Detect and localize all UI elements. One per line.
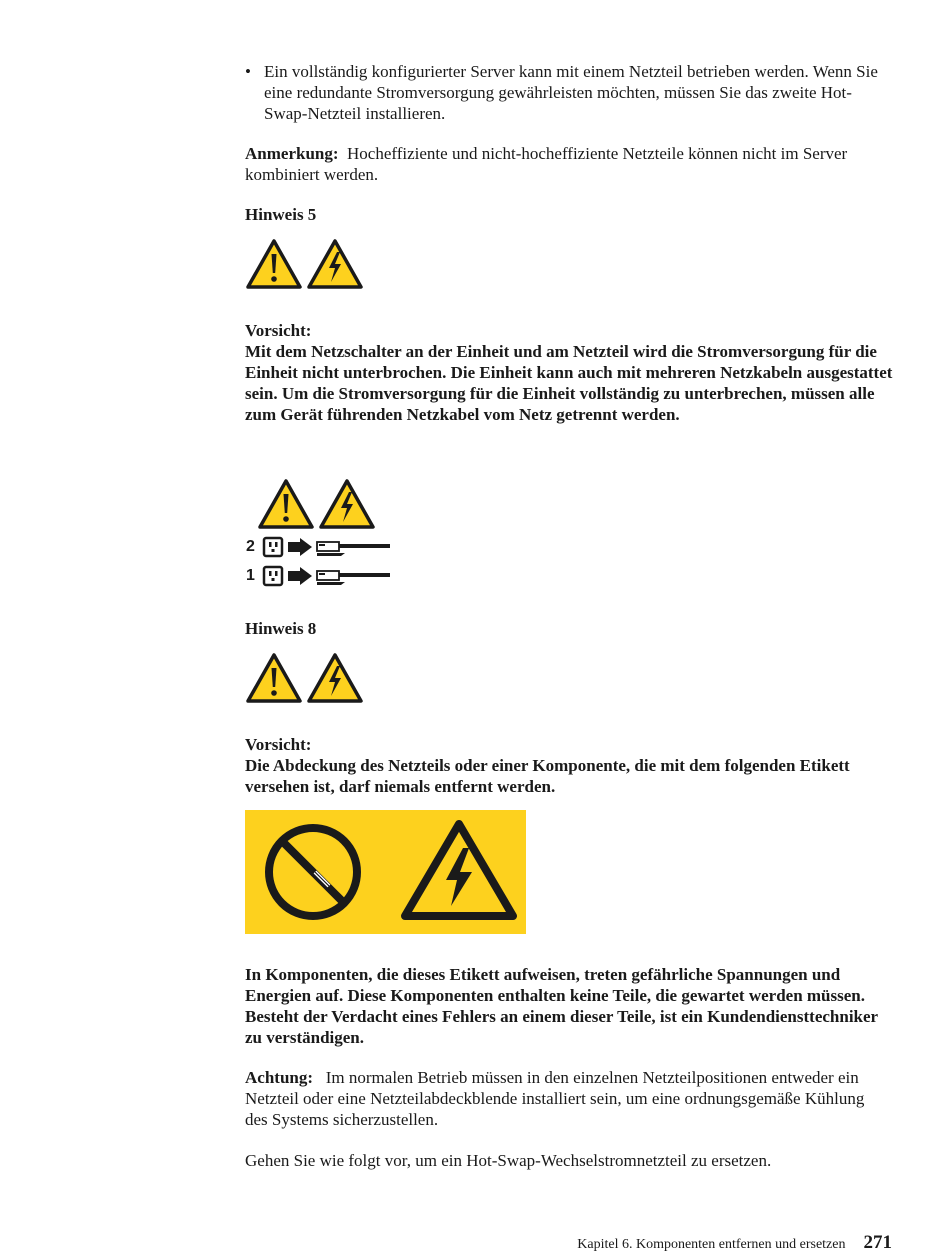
page-footer: [577, 1232, 892, 1254]
attention-text: Im normalen Betrieb müssen in den einzelnen Netzteilpositionen entweder ein Netzteil oder eine Netzteilabdeckblende installiert sein, um eine ordnungsgemäße Kühlung des Systems sicherzustellen.: [245, 1068, 865, 1129]
note-paragraph: [245, 143, 895, 185]
hinweis8-warning-icons: [245, 652, 365, 704]
note-text: Hocheffiziente und nicht-hocheffiziente Netzteile können nicht im Server kombiniert werden.: [245, 144, 848, 184]
hinweis8-caution-label: Vorsicht:: [245, 735, 312, 754]
closing-paragraph: Gehen Sie wie folgt vor, um ein Hot-Swap-Wechselstromnetzteil zu ersetzen.: [245, 1151, 772, 1170]
attention-paragraph: [245, 1067, 885, 1130]
hinweis8-caution-text: Die Abdeckung des Netzteils oder einer Komponente, die mit dem folgenden Etikett versehen ist, darf niemals entfernt werden.: [245, 756, 850, 796]
bullet-item: [245, 61, 890, 124]
high-voltage-icon: [321, 481, 373, 527]
hinweis5-heading: Hinweis 5: [245, 205, 317, 224]
power-cord-diagram: [245, 478, 395, 590]
high-voltage-icon: [309, 655, 361, 701]
exclamation-warning-icon: [248, 655, 300, 701]
high-voltage-icon: [309, 241, 361, 287]
bullet-dot: •: [245, 62, 251, 81]
no-tools-icon: [269, 828, 357, 916]
bullet-text: Ein vollständig konfigurierter Server kann mit einem Netzteil betrieben werden. Wenn Sie eine redundante Stromversorgung gewährleisten möchten, müssen Sie das zweite Hot-Swap-Netzteil installieren.: [264, 62, 878, 123]
hinweis5-warning-icons: [245, 238, 365, 290]
outlet-2-label: 2: [246, 538, 255, 555]
outlet-1-icon: [264, 567, 390, 585]
exclamation-warning-icon: [248, 241, 300, 287]
outlet-2-icon: [264, 538, 390, 556]
hinweis5-caution-text: Mit dem Netzschalter an der Einheit und am Netzteil wird die Stromversorgung für die Einheit nicht unterbrochen. Die Einheit kann auch mit mehreren Netzkabeln ausgestattet sein. Um die Stromversorgung für die Einheit vollständig zu unterbrechen, müssen alle zum Gerät führenden Netzkabel vom Netz getrennt werden.: [245, 342, 893, 424]
exclamation-warning-icon: [260, 481, 312, 527]
high-voltage-icon: [405, 824, 513, 916]
hinweis8-heading: Hinweis 8: [245, 619, 317, 638]
page-number: 271: [863, 1232, 892, 1253]
outlet-1-label: 1: [246, 567, 255, 584]
note-label: Anmerkung:: [245, 144, 339, 163]
attention-label: Achtung:: [245, 1068, 314, 1087]
hazard-label: [245, 810, 526, 934]
hinweis5-caution-label: Vorsicht:: [245, 321, 312, 340]
label-description: In Komponenten, die dieses Etikett aufweisen, treten gefährliche Spannungen und Energien auf. Diese Komponenten enthalten keine Teile, die gewartet werden müssen. Besteht der Verdacht eines Fehlers an einem dieser Teile, ist ein Kundendiensttechniker zu verständigen.: [245, 965, 878, 1047]
footer-chapter: Kapitel 6. Komponenten entfernen und ersetzen: [577, 1237, 846, 1252]
